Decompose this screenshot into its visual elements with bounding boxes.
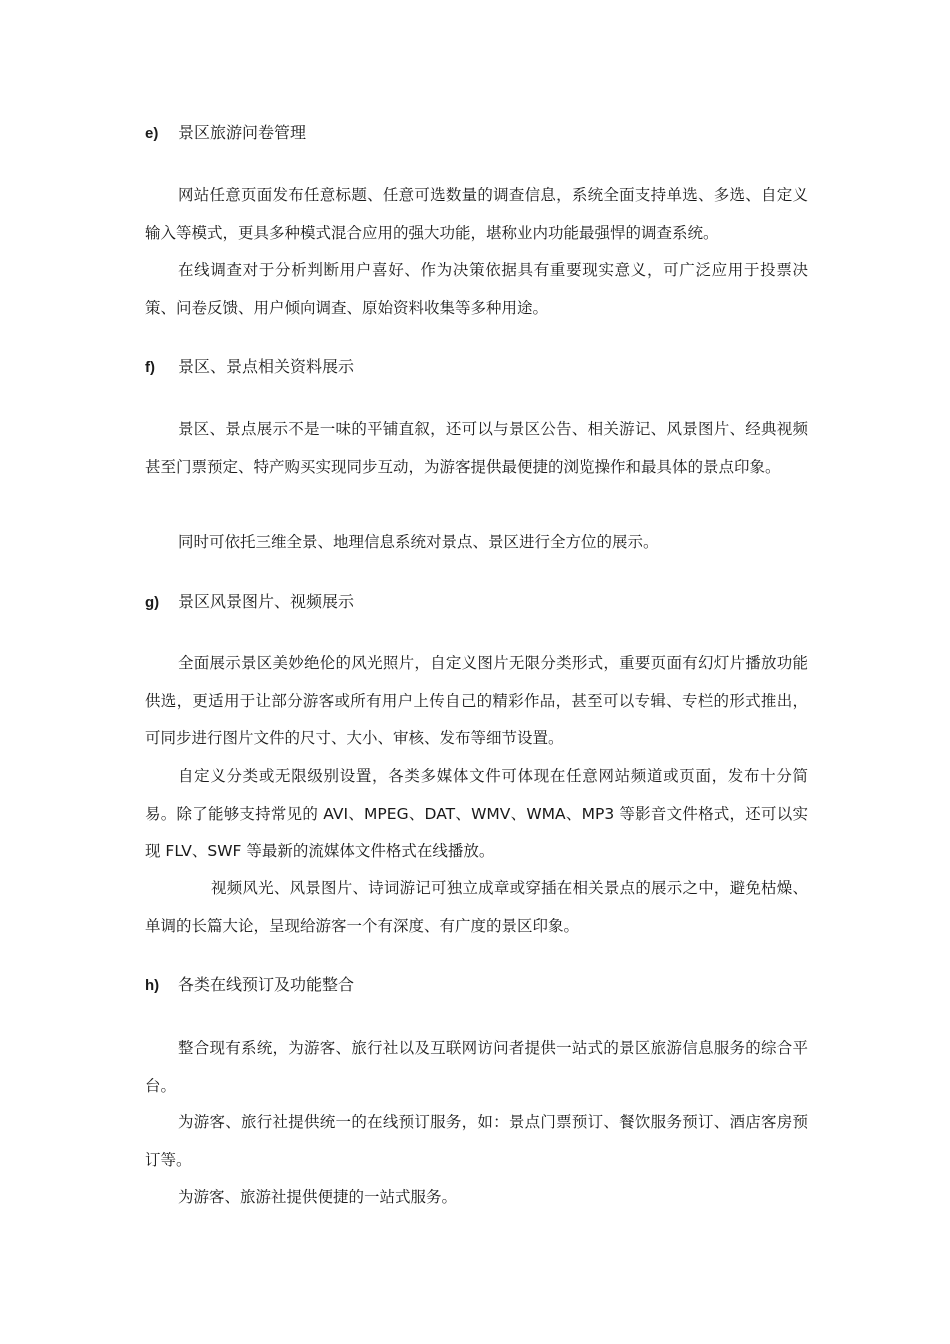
section-title: 景区风景图片、视频展示 (178, 592, 355, 611)
paragraph: 视频风光、风景图片、诗词游记可独立成章或穿插在相关景点的展示之中，避免枯燥、单调的长篇大论，呈现给游客一个有深度、有广度的景区印象。 (145, 879, 808, 935)
paragraph: 全面展示景区美妙绝伦的风光照片，自定义图片无限分类形式，重要页面有幻灯片播放功能供选，更适用于让部分游客或所有用户上传自己的精彩作品，甚至可以专辑、专栏的形式推出，可同步进行图片文件的尺寸、大小、审核、发布等细节设置。 (145, 654, 808, 747)
paragraph: 整合现有系统，为游客、旅行社以及互联网访问者提供一站式的景区旅游信息服务的综合平台。 (145, 1039, 808, 1095)
section-heading-f (145, 355, 354, 379)
section-title: 景区、景点相关资料展示 (178, 357, 355, 376)
paragraph: 自定义分类或无限级别设置，各类多媒体文件可体现在任意网站频道或页面，发布十分简易。除了能够支持常见的 AVI、MPEG、DAT、WMV、WMA、MP3 等影音文件格式，还可以实现 FLV、SWF 等最新的流媒体文件格式在线播放。 (145, 767, 808, 860)
paragraph: 为游客、旅游社提供便捷的一站式服务。 (178, 1188, 458, 1206)
paragraph: 同时可依托三维全景、地理信息系统对景点、景区进行全方位的展示。 (178, 533, 659, 551)
section-title: 景区旅游问卷管理 (178, 123, 307, 142)
section-marker: f) (145, 359, 155, 376)
section-marker: h) (145, 977, 160, 994)
section-marker: g) (145, 594, 160, 611)
section-marker: e) (145, 125, 159, 142)
section-heading-h (145, 973, 354, 997)
section-heading-g (145, 590, 354, 614)
paragraph: 景区、景点展示不是一味的平铺直叙，还可以与景区公告、相关游记、风景图片、经典视频甚至门票预定、特产购买实现同步互动，为游客提供最便捷的浏览操作和最具体的景点印象。 (145, 420, 808, 476)
paragraph: 在线调查对于分析判断用户喜好、作为决策依据具有重要现实意义，可广泛应用于投票决策、问卷反馈、用户倾向调查、原始资料收集等多种用途。 (145, 261, 808, 317)
section-heading-e (145, 121, 306, 145)
section-title: 各类在线预订及功能整合 (178, 975, 355, 994)
paragraph: 为游客、旅行社提供统一的在线预订服务，如：景点门票预订、餐饮服务预订、酒店客房预订等。 (145, 1113, 808, 1169)
paragraph: 网站任意页面发布任意标题、任意可选数量的调查信息，系统全面支持单选、多选、自定义输入等模式，更具多种模式混合应用的强大功能，堪称业内功能最强悍的调查系统。 (145, 186, 808, 242)
